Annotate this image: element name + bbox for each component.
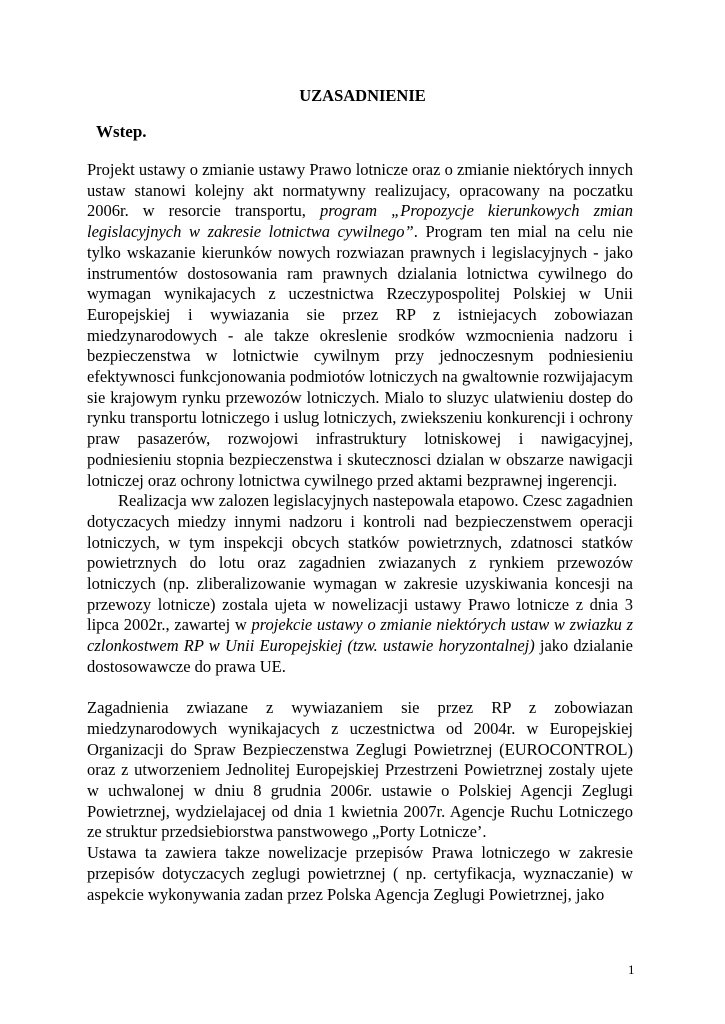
paragraph-eurocontrol: Zagadnienia zwiazane z wywiazaniem sie przez RP z zobowiazan miedzynarodowych wynikajacych z uczestnictwa od 2004r. w Europejskiej Organizacji do Spraw Bezpieczenstwa Zeglugi Powietrznej (EUROCONTROL) oraz z utworzeniem Jednolitej Europejskiej Przestrzeni Powietrznej zostaly ujete w uchwalonej w dniu 8 grudnia 2006r. ustawie o Polskiej Agencji Zeglugi Powietrznej, wydzielajacej od dnia 1 kwietnia 2007r. Agencje Ruchu Lotniczego ze struktur przedsiebiorstwa panstwowego „Porty Lotnicze’. bbox=[87, 698, 633, 842]
paragraph-introduction bbox=[87, 160, 633, 491]
section-heading: Wstep. bbox=[96, 122, 147, 141]
paragraph-1-italic-program: program „Propozycje kierunkowych zmian legislacyjnych w zakresie lotnictwa cywilnego” bbox=[87, 201, 633, 242]
paragraph-2-italic-project: projekcie ustawy o zmianie niektórych ustaw w zwiazku z czlonkostwem RP w Unii Europejskiej (tzw. ustawie horyzontalnej) bbox=[87, 615, 633, 656]
paragraph-2-text-a: Realizacja ww zalozen legislacyjnych nastepowala etapowo. Czesc zagadnien dotyczacych miedzy innymi nadzoru i kontroli nad bezpieczenstwem operacji lotniczych, w tym inspekcji obcych statków powietrznych, zdatnosci statków powietrznych do lotu oraz zagadnien zwiazanych z rynkiem przewozów lotniczych (np. zliberalizowanie wymagan w zakresie uzyskiwania koncesji na przewozy lotnicze) zostala ujeta w nowelizacji ustawy Prawo lotnicze z dnia 3 lipca 2002r., zawartej w bbox=[87, 491, 633, 635]
page-number: 1 bbox=[628, 962, 635, 977]
document-body bbox=[87, 160, 633, 905]
paragraph-1-text-c: . Program ten mial na celu nie tylko wskazanie kierunków nowych rozwiazan prawnych i legislacyjnych - jako instrumentów dostosowania ram prawnych dzialania lotnictwa cywilnego do wymagan wynikajacych z uczestnictwa Rzeczypospolitej Polskiej w Unii Europejskiej i wywiazania sie przez RP z istniejacych zobowiazan miedzynarodowych - ale takze okreslenie srodków wzmocnienia nadzoru i bezpieczenstwa w lotnictwie cywilnym przy jednoczesnym podniesieniu efektywnosci funkcjonowania podmiotów lotniczych na gwaltownie rozwijajacym sie krajowym rynku przewozów lotniczych. Mialo to sluzyc ulatwieniu dostep do rynku transportu lotniczego i uslug lotniczych, zwiekszeniu konkurencji i ochrony praw pasazerów, rozwojowi infrastruktury lotniskowej i nawigacyjnej, podniesieniu stopnia bezpieczenstwa i skutecznosci dzialan w obszarze nawigacji lotniczej oraz ochrony lotnictwa cywilnego przed aktami bezprawnej ingerencji. bbox=[87, 222, 633, 490]
paragraph-amendment: Ustawa ta zawiera takze nowelizacje przepisów Prawa lotniczego w zakresie przepisów dotyczacych zeglugi powietrznej ( np. certyfikacja, wyznaczanie) w aspekcie wykonywania zadan przez Polska Agencja Zeglugi Powietrznej, jako bbox=[87, 843, 633, 904]
paragraph-2-text-c: jako dzialanie dostosowawcze do prawa UE. bbox=[87, 636, 633, 676]
document-title: UZASADNIENIE bbox=[299, 86, 426, 105]
paragraph-realization bbox=[87, 491, 633, 677]
paragraph-1-text-a: Projekt ustawy o zmianie ustawy Prawo lotnicze oraz o zmianie niektórych innych ustaw stanowi kolejny akt normatywny realizujacy, opracowany na poczatku 2006r. w resorcie transportu, bbox=[87, 160, 633, 221]
